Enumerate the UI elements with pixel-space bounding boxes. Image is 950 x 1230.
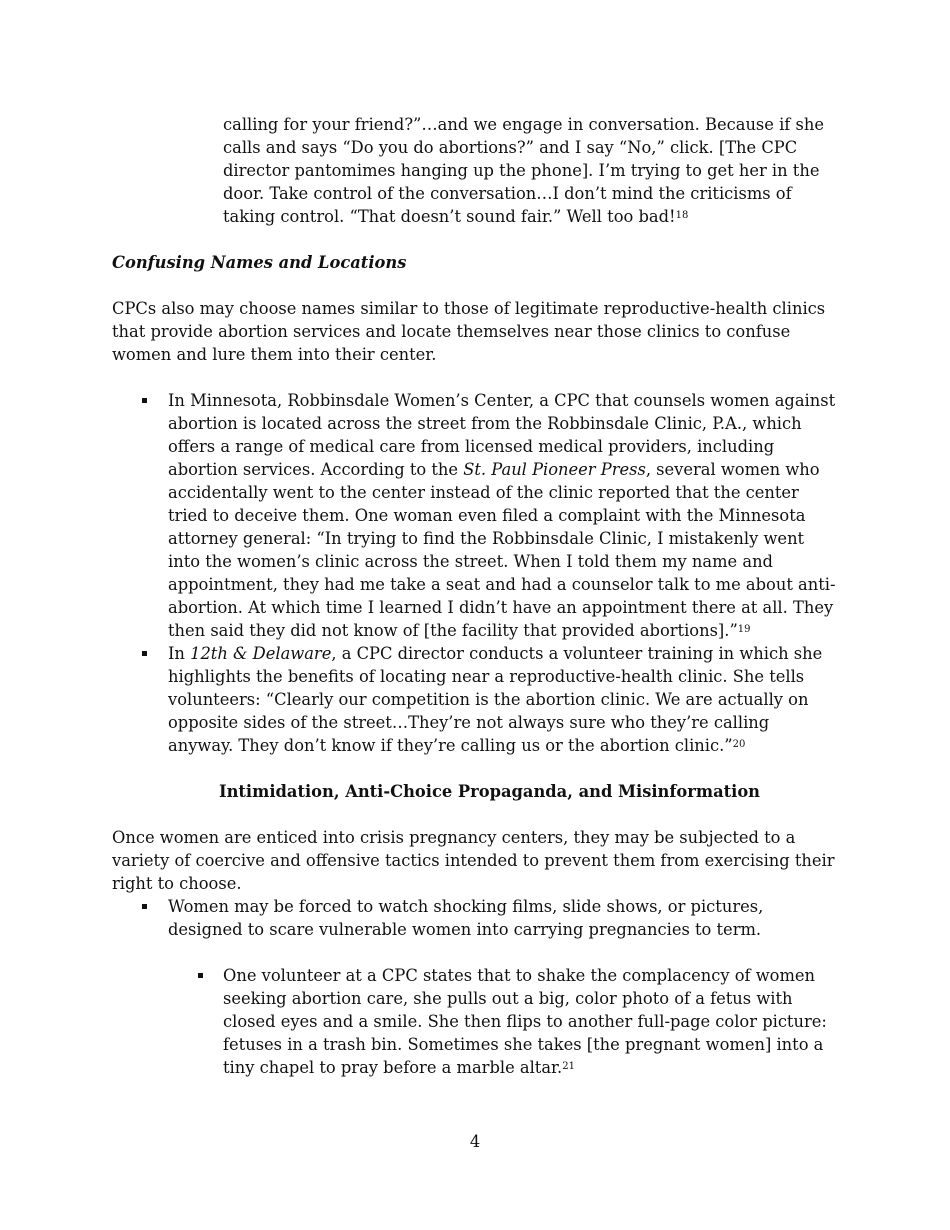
bullet-text: , several women who accidentally went to the center instead of the clinic reported that the center tried to deceive them. One woman even filed a complaint with the Minnesota attorney general: “In trying to find the Robbinsdale Clinic, I mistakenly went into the women’s clinic across the street. When I told them my name and appointment, they had me take a seat and had a counselor talk to me about anti-abortion. At which time I learned I didn’t have an appointment there at all. They then said they did not know of [the facility that provided abortions].”	[168, 460, 836, 640]
bullet-marker	[142, 904, 147, 909]
block-quote-text: calling for your friend?”…and we engage in conversation. Because if she calls and says “Do you do abortions?” and I say “No,” click. [The CPC director pantomimes hanging up the phone]. I’m trying to get her in the door. Take control of the conversation…I don’t mind the criticisms of taking control. “That doesn’t sound fair.” Well too bad!	[223, 115, 824, 226]
section-heading-confusing-names: Confusing Names and Locations	[112, 253, 407, 272]
footnote-ref-20[interactable]: 20	[732, 739, 746, 750]
footnote-ref-18[interactable]: 18	[675, 210, 689, 221]
bullet-item-shocking-films: Women may be forced to watch shocking films, slide shows, or pictures, designed to scare vulnerable women into carrying pregnancies to term.	[168, 897, 764, 939]
bullet-item-minnesota	[168, 389, 838, 642]
footnote-ref-19[interactable]: 19	[737, 624, 751, 635]
bullet-text: In	[168, 644, 191, 663]
source-title: St. Paul Pioneer Press	[463, 460, 646, 479]
source-title: 12th & Delaware	[190, 644, 332, 663]
sub-bullet-text: One volunteer at a CPC states that to shake the complacency of women seeking abortion care, she pulls out a big, color photo of a fetus with closed eyes and a smile. She then flips to another full-page color picture: fetuses in a trash bin. Sometimes she takes [the pregnant women] into a tiny chapel to pray before a marble altar.	[223, 966, 827, 1077]
sub-bullet-marker	[198, 973, 203, 978]
bullet-text: In Minnesota, Robbinsdale Women’s Center, a CPC that counsels women against abortion is located across the street from the Robbinsdale Clinic, P.A., which offers a range of medical care from licensed medical providers, including abortion services. According to the	[168, 391, 836, 479]
bullet-item-12th-delaware	[168, 642, 838, 757]
section-heading-intimidation: Intimidation, Anti-Choice Propaganda, and Misinformation	[218, 782, 761, 801]
sub-bullet-item-volunteer	[223, 964, 838, 1079]
block-quote	[223, 113, 833, 228]
bullet-marker	[142, 398, 147, 403]
page-number: 4	[469, 1132, 481, 1151]
bullet-text: , a CPC director conducts a volunteer training in which she highlights the benefits of locating near a reproductive-health clinic. She tells volunteers: “Clearly our competition is the abortion clinic. We are actually on opposite sides of the street…They’re not always sure who they’re calling anyway. They don’t know if they’re calling us or the abortion clinic.”	[168, 644, 823, 755]
bullet-marker	[142, 651, 147, 656]
paragraph-confusing-intro: CPCs also may choose names similar to those of legitimate reproductive-health clinics that provide abortion services and locate themselves near those clinics to confuse women and lure them into their center.	[112, 299, 826, 364]
paragraph-intimidation-intro: Once women are enticed into crisis pregnancy centers, they may be subjected to a variety of coercive and offensive tactics intended to prevent them from exercising their right to choose.	[112, 828, 835, 893]
footnote-ref-21[interactable]: 21	[562, 1061, 575, 1072]
